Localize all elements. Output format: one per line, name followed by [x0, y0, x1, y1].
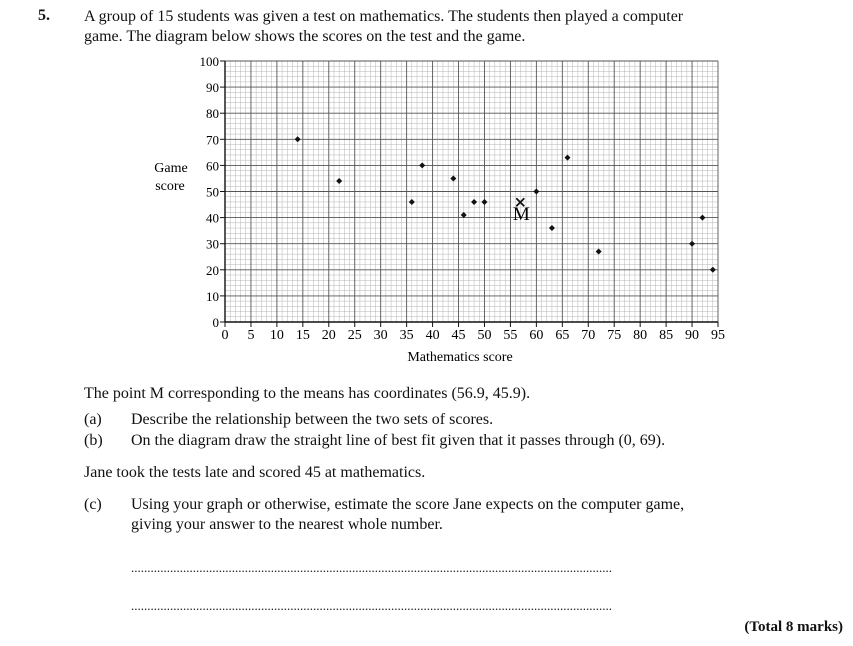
x-tick-label: 80	[633, 328, 648, 343]
y-tick-label: 50	[206, 184, 219, 200]
x-tick-label: 10	[269, 328, 284, 343]
jane-statement: Jane took the tests late and scored 45 at mathematics.	[84, 464, 426, 481]
question-stem-line-1: A group of 15 students was given a test on mathematics. The students then played a computer	[84, 8, 684, 25]
x-tick-label: 15	[295, 328, 310, 343]
x-tick-label: 60	[529, 328, 544, 343]
data-point	[336, 178, 342, 184]
part-a-text: Describe the relationship between the two sets of scores.	[131, 411, 494, 428]
part-b-text: On the diagram draw the straight line of best fit given that it passes through (0, 69).	[131, 432, 666, 449]
question-number: 5.	[38, 7, 50, 24]
x-tick-label: 75	[607, 328, 622, 343]
mean-point-label: M	[512, 204, 530, 226]
y-tick-label: 60	[206, 158, 219, 174]
data-point	[596, 249, 602, 255]
data-point	[450, 175, 456, 181]
part-b-label: (b)	[84, 432, 103, 449]
x-tick-label: 70	[581, 328, 596, 343]
x-tick-label: 90	[685, 328, 700, 343]
data-point	[710, 267, 716, 273]
x-axis-ticks	[222, 322, 726, 343]
data-point	[481, 199, 487, 205]
y-tick-label: 40	[206, 210, 219, 226]
x-tick-label: 40	[425, 328, 440, 343]
answer-line-2[interactable]: ....................................................................................................................................................	[131, 599, 612, 613]
x-tick-label: 85	[659, 328, 674, 343]
x-tick-label: 5	[247, 328, 255, 343]
x-tick-label: 20	[321, 328, 336, 343]
y-tick-label: 80	[206, 106, 219, 122]
y-tick-label: 70	[206, 132, 219, 148]
x-tick-label: 65	[555, 328, 570, 343]
data-point	[461, 212, 467, 218]
x-tick-label: 35	[399, 328, 414, 343]
data-point	[471, 199, 477, 205]
data-point	[419, 162, 425, 168]
y-tick-label: 100	[199, 54, 219, 69]
x-tick-label: 0	[221, 328, 229, 343]
part-c-text-line-2: giving your answer to the nearest whole number.	[131, 516, 443, 533]
y-tick-label: 0	[212, 315, 219, 330]
total-marks: (Total 8 marks)	[744, 619, 843, 635]
y-tick-label: 10	[206, 288, 219, 304]
part-c-label: (c)	[84, 496, 102, 513]
y-tick-label: 90	[206, 80, 219, 96]
data-point	[699, 215, 705, 221]
y-axis-label-line-1: Game	[154, 161, 188, 176]
x-tick-label: 55	[503, 328, 518, 343]
x-tick-label: 25	[347, 328, 362, 343]
data-point	[689, 241, 695, 247]
question-stem-line-2: game. The diagram below shows the scores on the test and the game.	[84, 28, 526, 45]
grid-major	[225, 61, 718, 322]
x-tick-label: 30	[373, 328, 388, 343]
part-c-text-line-1: Using your graph or otherwise, estimate the score Jane expects on the computer game,	[131, 496, 685, 513]
data-point	[533, 189, 539, 195]
data-point	[295, 136, 301, 142]
y-axis-ticks	[200, 54, 226, 330]
x-axis-label: Mathematics score	[407, 350, 513, 365]
x-tick-label: 95	[711, 328, 725, 343]
mean-statement: The point M corresponding to the means has coordinates (56.9, 45.9).	[84, 385, 531, 402]
answer-line-1[interactable]: ....................................................................................................................................................	[131, 561, 612, 575]
y-axis-label-line-2: score	[155, 179, 185, 194]
part-a-label: (a)	[84, 411, 102, 428]
data-point	[565, 155, 571, 161]
y-tick-label: 30	[206, 236, 219, 252]
x-tick-label: 45	[451, 328, 466, 343]
data-point	[549, 225, 555, 231]
x-tick-label: 50	[477, 328, 492, 343]
y-tick-label: 20	[206, 262, 219, 278]
data-point	[409, 199, 415, 205]
